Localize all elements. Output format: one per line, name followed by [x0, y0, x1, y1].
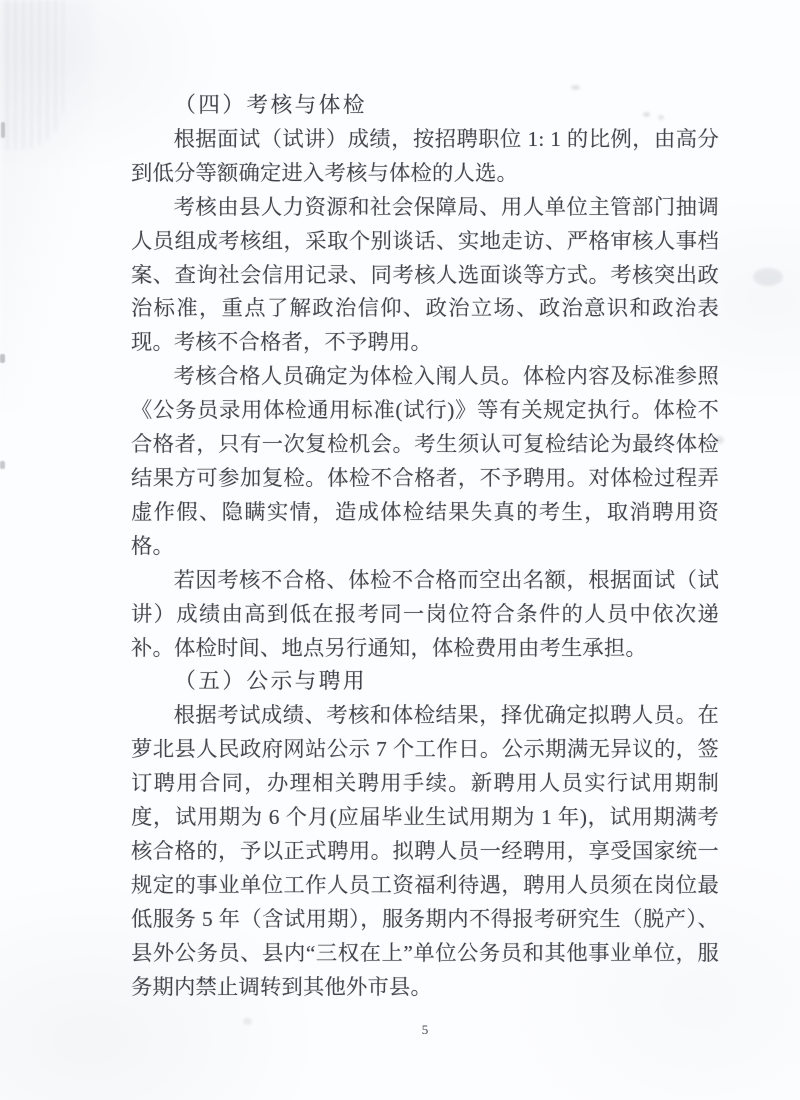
- paragraph-vacancy-replacement: 若因考核不合格、体检不合格而空出名额，根据面试（试讲）成绩由高到低在报考同一岗位符合条件的人员中依次递补。体检时间、地点另行通知，体检费用由考生承担。: [131, 567, 719, 660]
- scan-speck-artifact: [0, 354, 5, 363]
- scan-speck-artifact: [0, 461, 5, 469]
- paragraph-assessment-method: 考核由县人力资源和社会保障局、用人单位主管部门抽调人员组成考核组，采取个别谈话、实地走访、严格审核人事档案、查询社会信用记录、同考核人选面谈等方式。考核突出政治标准，重点了解政治信仰、政治立场、政治意识和政治表现。考核不合格者，不予聘用。: [131, 194, 719, 355]
- page-number: 5: [421, 1022, 429, 1037]
- scan-smudge-artifact: [753, 268, 783, 286]
- paragraph-selection-ratio: 根据面试（试讲）成绩，按招聘职位 1: 1 的比例，由高分到低分等额确定进入考核与体检的人选。: [131, 126, 719, 185]
- paragraph-physical-exam-rules: 考核合格人员确定为体检入闱人员。体检内容及标准参照《公务员录用体检通用标准(试行)》等有关规定执行。体检不合格者，只有一次复检机会。考生须认可复检结论为最终体检结果方可参加复检。体检不合格者，不予聘用。对体检过程弄虚作假、隐瞒实情，造成体检结果失真的考生，取消聘用资格。: [131, 364, 719, 558]
- section-heading-assessment-physical-exam: （四）考核与体检: [174, 93, 367, 117]
- section-heading-publicity-employment: （五）公示与聘用: [174, 669, 367, 694]
- page-curl-shadow-artifact: [6, 0, 64, 150]
- paragraph-employment-terms: 根据考试成绩、考核和体检结果，择优确定拟聘人员。在萝北县人民政府网站公示 7 个工作日。公示期满无异议的，签订聘用合同，办理相关聘用手续。新聘用人员实行试用期制度，试用期为 6 个月(应届毕业生试用期为 1 年)，试用期满考核合格的，予以正式聘用。拟聘人员一经聘用，享受国家统一规定的事业单位工作人员工资福利待遇，聘用人员须在岗位最低服务 5 年（含试用期），服务期内不得报考研究生（脱产）、县外公务员、县内“三权在上”单位公务员和其他事业单位，服务期内禁止调转到其他外市县。: [131, 703, 719, 999]
- document-content: [131, 89, 719, 1004]
- scan-speck-artifact: [1, 122, 5, 138]
- scan-shadow-artifact: [0, 0, 95, 410]
